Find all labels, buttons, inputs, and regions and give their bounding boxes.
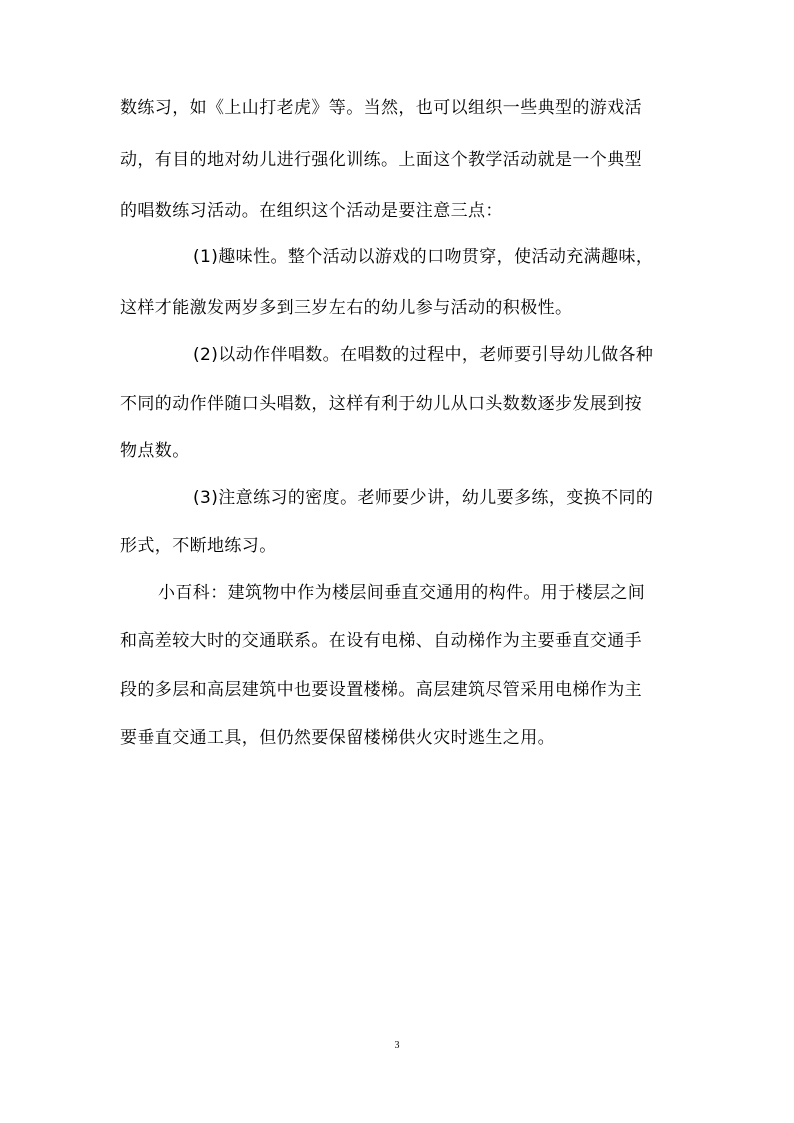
paragraph-line: 数练习，如《上山打老虎》等。当然，也可以组织一些典型的游戏活 — [120, 98, 642, 118]
paragraph-line: 物点数。 — [120, 441, 190, 461]
encyclopedia-note-line: 小百科：建筑物中作为楼层间垂直交通用的构件。用于楼层之间 — [158, 583, 646, 603]
list-item-3-line: (3)注意练习的密度。老师要少讲，幼儿要多练，变换不同的 — [193, 488, 654, 508]
list-item-1-line: (1)趣味性。整个活动以游戏的口吻贯穿，使活动充满趣味， — [193, 247, 654, 267]
page-number: 3 — [394, 1040, 400, 1051]
paragraph-line: 和高差较大时的交通联系。在设有电梯、自动梯作为主要垂直交通手 — [120, 631, 642, 651]
paragraph-line: 的唱数练习活动。在组织这个活动是要注意三点： — [120, 201, 503, 221]
paragraph-line: 这样才能激发两岁多到三岁左右的幼儿参与活动的积极性。 — [120, 298, 573, 318]
paragraph-line: 形式，不断地练习。 — [120, 536, 277, 556]
paragraph-line: 要垂直交通工具，但仍然要保留楼梯供火灾时逃生之用。 — [120, 728, 555, 748]
list-item-2-line: (2)以动作伴唱数。在唱数的过程中，老师要引导幼儿做各种 — [193, 345, 654, 365]
paragraph-line: 不同的动作伴随口头唱数，这样有利于幼儿从口头数数逐步发展到按 — [120, 394, 642, 414]
paragraph-line: 段的多层和高层建筑中也要设置楼梯。高层建筑尽管采用电梯作为主 — [120, 680, 642, 700]
paragraph-line: 动，有目的地对幼儿进行强化训练。上面这个教学活动就是一个典型 — [120, 150, 642, 170]
